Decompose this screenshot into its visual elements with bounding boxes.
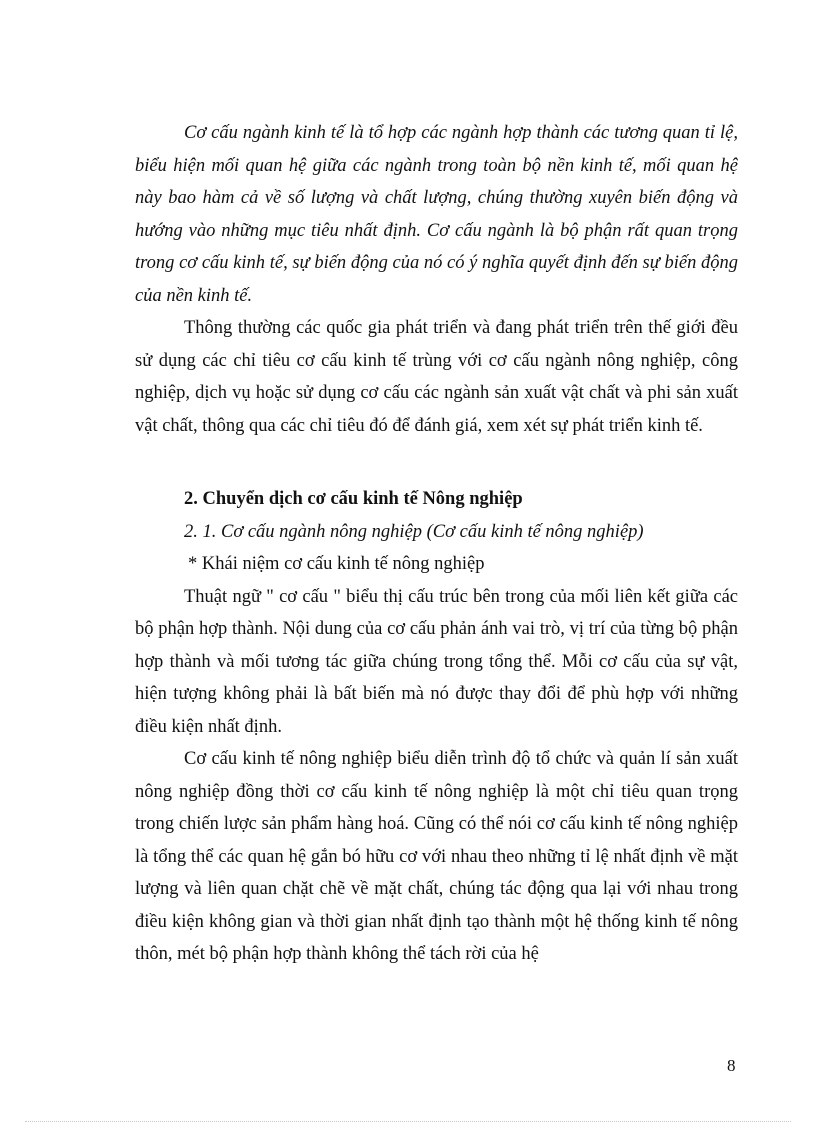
paragraph-development-indicators: Thông thường các quốc gia phát triển và đang phát triển trên thế giới đều sử dụng các chỉ tiêu cơ cấu kinh tế trùng với cơ cấu ngành nông nghiệp, công nghiệp, dịch vụ hoặc sử dụng cơ cấu các ngành sản xuất vật chất và phi sản xuất vật chất, thông qua các chỉ tiêu đó để đánh giá, xem xét sự phát triển kinh tế. xyxy=(135,318,738,436)
subsection-heading: 2. 1. Cơ cấu ngành nông nghiệp (Cơ cấu kinh tế nông nghiệp) xyxy=(184,521,644,542)
page-content xyxy=(135,117,738,971)
paragraph-structure-term: Thuật ngữ " cơ cấu " biểu thị cấu trúc bên trong của mối liên kết giữa các bộ phận hợp thành. Nội dung của cơ cấu phản ánh vai trò, vị trí của từng bộ phận hợp thành và mối tương tác giữa chúng trong tổng thể. Mỗi cơ cấu của sự vật, hiện tượng không phải là bất biến mà nó được thay đổi để phù hợp với những điều kiện nhất định. xyxy=(135,586,738,737)
section-spacer xyxy=(135,442,738,483)
section-heading: 2. Chuyển dịch cơ cấu kinh tế Nông nghiệp xyxy=(184,489,523,509)
page-number: 8 xyxy=(727,1056,736,1075)
page-bottom-divider xyxy=(25,1121,791,1122)
paragraph-economic-sector-structure: Cơ cấu ngành kinh tế là tổ hợp các ngành hợp thành các tương quan tỉ lệ, biểu hiện mối quan hệ giữa các ngành trong toàn bộ nền kinh tế, mối quan hệ này bao hàm cả về số lượng và chất lượng, chúng thường xuyên biến động và hướng vào những mục tiêu nhất định. Cơ cấu ngành là bộ phận rất quan trọng trong cơ cấu kinh tế, sự biến động của nó có ý nghĩa quyết định đến sự biến động của nền kinh tế. xyxy=(135,123,738,306)
paragraph-agricultural-structure: Cơ cấu kinh tế nông nghiệp biểu diễn trình độ tổ chức và quản lí sản xuất nông nghiệp đồng thời cơ cấu kinh tế nông nghiệp là một chỉ tiêu quan trọng trong chiến lược sản phẩm hàng hoá. Cũng có thể nói cơ cấu kinh tế nông nghiệp là tổng thể các quan hệ gắn bó hữu cơ với nhau theo những tỉ lệ nhất định về mặt lượng và liên quan chặt chẽ về mặt chất, chúng tác động qua lại với nhau trong điều kiện không gian và thời gian nhất định tạo thành một hệ thống kinh tế nông thôn, mét bộ phận hợp thành không thể tách rời của hệ xyxy=(135,749,738,964)
bullet-heading: * Khái niệm cơ cấu kinh tế nông nghiệp xyxy=(188,554,485,574)
